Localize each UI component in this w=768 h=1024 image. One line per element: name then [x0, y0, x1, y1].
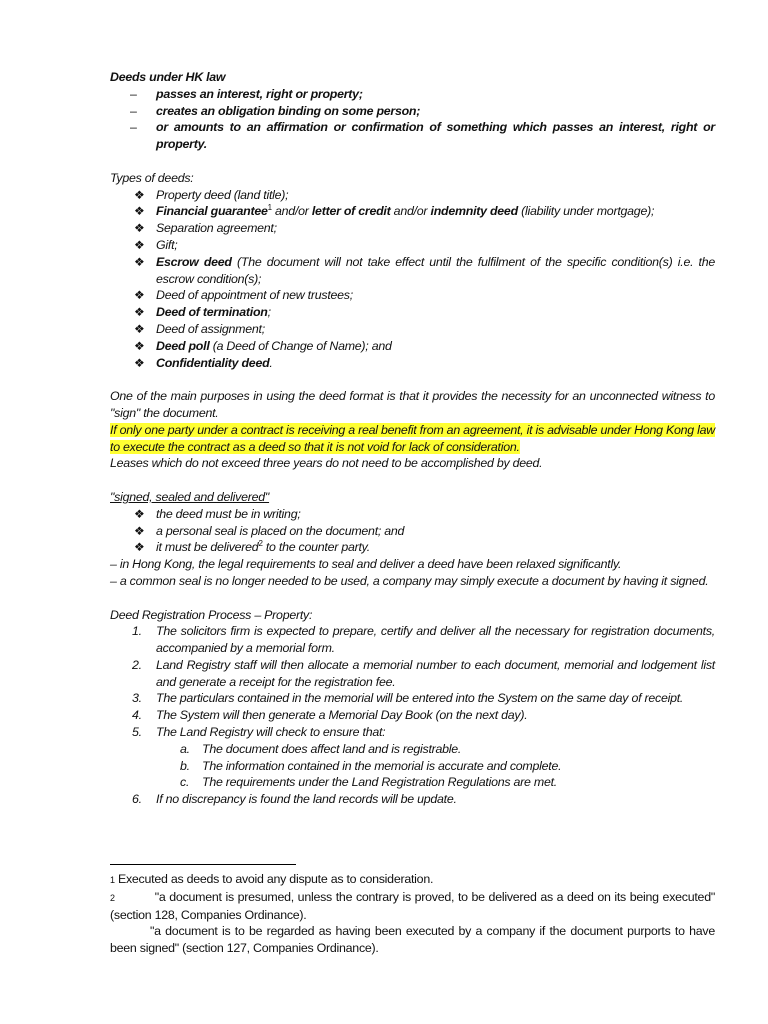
list-item: a. The document does affect land and is registrable. — [180, 741, 462, 756]
process-steps-list — [110, 623, 715, 808]
document-body — [110, 69, 715, 808]
list-item: – creates an obligation binding on some person; — [130, 103, 421, 118]
list-item: ❖ Financial guarantee$^1$ and/or letter of credit and/or indemnity deed (liability under mortgage); — [134, 203, 655, 219]
diamond-bullet-icon: ❖ — [134, 187, 145, 202]
types-heading: Types of deeds: — [110, 170, 194, 185]
list-item: b. The information contained in the memorial is accurate and complete. — [180, 758, 562, 773]
footnote-2-continued: "a document is to be regarded as having been executed by a company if the document purports to have been signed" (section 127, Companies Ordinance). — [110, 924, 715, 956]
ssd-list — [110, 506, 715, 556]
relax-paragraph: – in Hong Kong, the legal requirements to seal and deliver a deed have been relaxed significantly. — [110, 557, 622, 572]
footnote-1: 1 Executed as deeds to avoid any dispute as to consideration. — [110, 872, 434, 886]
highlighted-paragraph: If only one party under a contract is receiving a real benefit from an agreement, it is advisable under Hong Kong law to execute the contract as a deed so that it is not void for lack of consideration. — [110, 422, 715, 454]
list-item: ❖ Deed of appointment of new trustees; — [134, 288, 353, 303]
diamond-bullet-icon: ❖ — [134, 540, 145, 555]
diamond-bullet-icon: ❖ — [134, 221, 145, 236]
list-item: – or amounts to an affirmation or confirmation of something which passes an interest, right or property. — [130, 120, 715, 152]
footnote-2: 2 "a document is presumed, unless the contrary is proved, to be delivered as a deed on its being executed" (section 128, Companies Ordinance). — [110, 889, 715, 922]
list-item: ❖ Deed of termination; — [134, 305, 271, 320]
seal-paragraph: – a common seal is no longer needed to be used, a company may simply execute a document by having it signed. — [110, 573, 709, 588]
diamond-bullet-icon: ❖ — [134, 321, 145, 336]
deed-types-list — [110, 187, 715, 372]
page-title: Deeds under HK law — [110, 70, 226, 84]
list-item: ❖ Separation agreement; — [134, 221, 277, 236]
diamond-bullet-icon: ❖ — [134, 254, 145, 269]
diamond-bullet-icon: ❖ — [134, 204, 145, 219]
diamond-bullet-icon: ❖ — [134, 237, 145, 252]
list-item: ❖ Gift; — [134, 237, 178, 252]
purpose-paragraph: One of the main purposes in using the deed format is that it provides the necessity for an unconnected witness to "sign" the document. — [110, 389, 715, 420]
list-item: ❖ Confidentiality deed. — [134, 355, 273, 370]
diamond-bullet-icon: ❖ — [134, 355, 145, 370]
list-item: ❖ it must be delivered$^2$ to the counter party. — [134, 539, 370, 555]
footnote-divider — [110, 864, 296, 865]
diamond-bullet-icon: ❖ — [134, 305, 145, 320]
process-checks-list — [156, 741, 715, 791]
diamond-bullet-icon: ❖ — [134, 506, 145, 521]
list-item: ❖ a personal seal is placed on the document; and — [134, 523, 405, 538]
list-item: 3. The particulars contained in the memorial will be entered into the System on the same day of receipt. — [132, 691, 684, 706]
footnotes — [110, 871, 715, 957]
list-item: ❖ Deed poll (a Deed of Change of Name); and — [134, 338, 392, 353]
ssd-heading: "signed, sealed and delivered" — [110, 489, 270, 504]
list-item: 6. If no discrepancy is found the land records will be update. — [132, 792, 457, 807]
list-item: 1. The solicitors firm is expected to prepare, certify and deliver all the necessary for registration documents, accompanied by a memorial form. — [132, 624, 715, 656]
list-item: 4. The System will then generate a Memorial Day Book (on the next day). — [132, 708, 528, 723]
diamond-bullet-icon: ❖ — [134, 288, 145, 303]
list-item: 2. Land Registry staff will then allocate a memorial number to each document, memorial and lodgement list and generate a receipt for the registration fee. — [132, 657, 715, 689]
list-item: ❖ Deed of assignment; — [134, 321, 265, 336]
diamond-bullet-icon: ❖ — [134, 523, 145, 538]
process-heading: Deed Registration Process – Property: — [110, 607, 313, 622]
list-item: c. The requirements under the Land Registration Regulations are met. — [180, 775, 557, 790]
list-item: ❖ the deed must be in writing; — [134, 506, 301, 521]
deed-effects-list — [110, 86, 715, 153]
list-item: ❖ Escrow deed (The document will not take effect until the fulfilment of the specific condition(s) i.e. the escrow condition(s); — [134, 254, 715, 286]
list-item: ❖ Property deed (land title); — [134, 187, 289, 202]
list-item: – passes an interest, right or property; — [130, 86, 363, 101]
leases-paragraph: Leases which do not exceed three years do not need to be accomplished by deed. — [110, 456, 543, 471]
diamond-bullet-icon: ❖ — [134, 338, 145, 353]
list-item: 5. The Land Registry will check to ensure that: a. The document does affect land and is registrable. b. The information contained in the memorial is accurate and complete. c. The requirements under the Land Registration Regulations are met. — [110, 724, 715, 791]
